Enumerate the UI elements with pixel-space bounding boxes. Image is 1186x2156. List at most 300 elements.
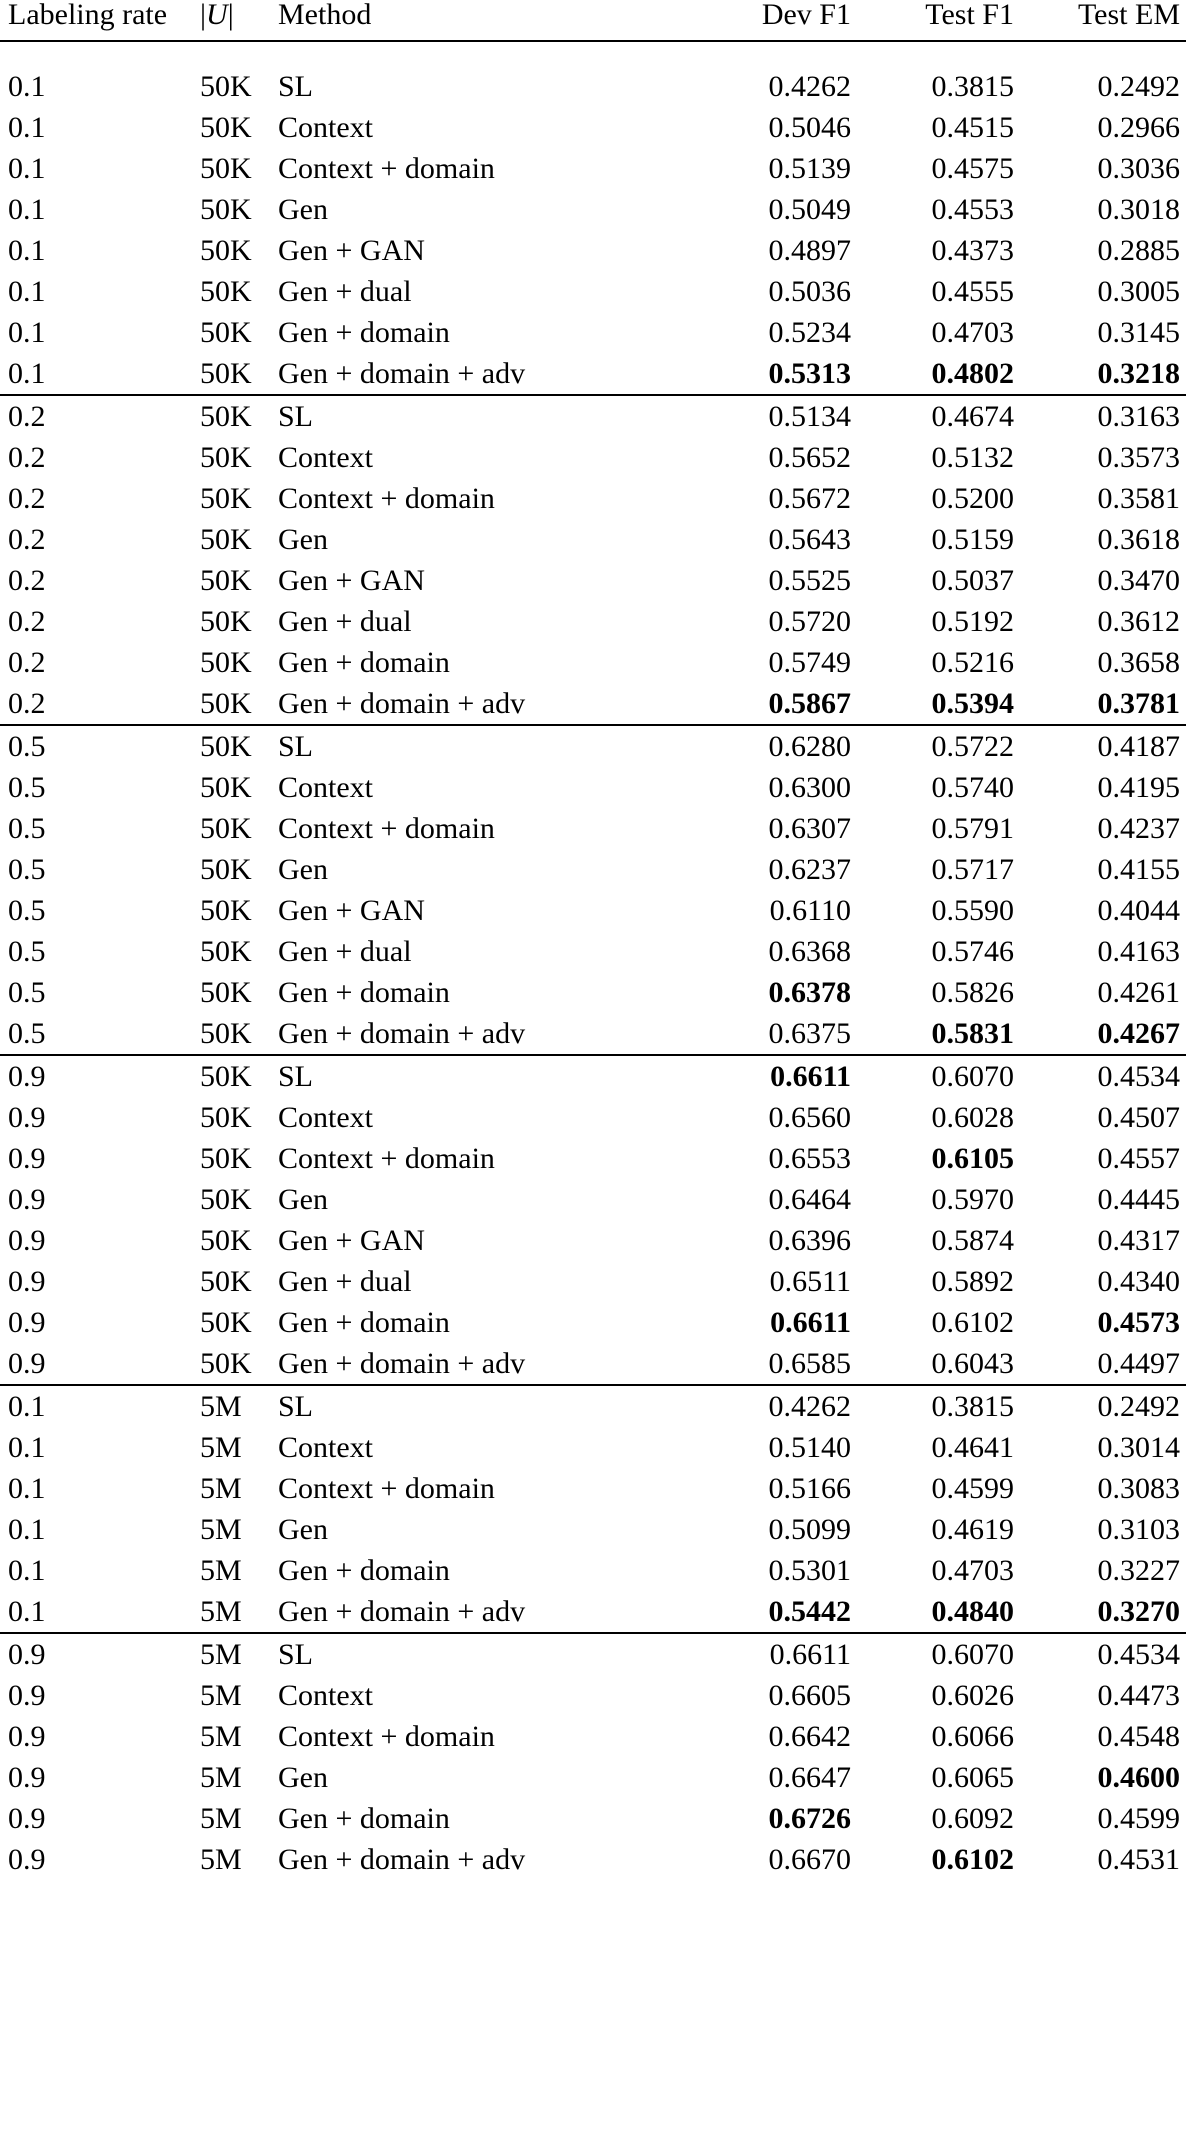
cell-test-f1: 0.6102	[931, 1305, 1014, 1339]
table-row	[0, 1633, 1186, 1675]
cell-u-size: 50K	[200, 893, 252, 927]
cell-labeling-rate: 0.9	[8, 1141, 46, 1175]
cell-test-f1: 0.5746	[931, 934, 1014, 968]
cell-test-em: 0.4340	[1097, 1264, 1180, 1298]
cell-u-size: 50K	[200, 1055, 270, 1097]
cell-method: Gen + domain	[278, 315, 450, 349]
cell-test-f1: 0.6066	[931, 1719, 1014, 1753]
cell-test-f1: 0.4515	[931, 110, 1014, 144]
cell-labeling-rate: 0.5	[8, 811, 46, 845]
cell-test-em: 0.3005	[1097, 274, 1180, 308]
table-row	[0, 1343, 1186, 1385]
cell-u-size: 5M	[200, 1633, 270, 1675]
table-row	[0, 1427, 1186, 1468]
table-row	[0, 1220, 1186, 1261]
cell-method: Context	[278, 1430, 373, 1464]
cell-labeling-rate: 0.2	[8, 440, 46, 474]
cell-method: Gen + GAN	[278, 1223, 425, 1257]
cell-u-size: 50K	[200, 1016, 252, 1050]
table-row	[0, 972, 1186, 1013]
cell-test-f1: 0.6070	[857, 1633, 1020, 1675]
column-header-labeling-rate: Labeling rate	[0, 0, 200, 41]
table-row	[0, 1757, 1186, 1798]
cell-u-size: 50K	[200, 563, 252, 597]
cell-u-size: 50K	[200, 1100, 252, 1134]
cell-labeling-rate: 0.1	[8, 1430, 46, 1464]
cell-labeling-rate: 0.5	[8, 770, 46, 804]
cell-test-em: 0.3083	[1097, 1471, 1180, 1505]
cell-dev-f1: 0.5301	[768, 1553, 851, 1587]
cell-test-f1: 0.5874	[931, 1223, 1014, 1257]
cell-u-size: 5M	[200, 1553, 242, 1587]
cell-dev-f1: 0.5134	[690, 395, 857, 437]
cell-test-f1: 0.4553	[931, 192, 1014, 226]
cell-method: Gen + GAN	[278, 893, 425, 927]
table-row	[0, 1468, 1186, 1509]
cell-method: Gen + domain + adv	[278, 1346, 526, 1380]
cell-method: Gen + dual	[278, 1264, 412, 1298]
table-row	[0, 931, 1186, 972]
cell-test-f1: 0.5722	[857, 725, 1020, 767]
cell-labeling-rate: 0.2	[8, 481, 46, 515]
cell-test-em: 0.3573	[1097, 440, 1180, 474]
cell-u-size: 50K	[200, 934, 252, 968]
cell-dev-f1: 0.5139	[768, 151, 851, 185]
cell-method: SL	[270, 395, 690, 437]
cell-labeling-rate: 0.9	[8, 1842, 46, 1876]
cell-method: Gen	[278, 192, 328, 226]
cell-dev-f1: 0.5049	[768, 192, 851, 226]
table-row	[0, 1716, 1186, 1757]
cell-labeling-rate: 0.9	[0, 1633, 200, 1675]
cell-test-f1: 0.5831	[931, 1016, 1014, 1050]
cell-method: Gen + GAN	[278, 233, 425, 267]
cell-method: Gen + domain + adv	[278, 1594, 526, 1628]
cell-test-f1: 0.4619	[931, 1512, 1014, 1546]
table-row	[0, 808, 1186, 849]
cell-dev-f1: 0.6647	[768, 1760, 851, 1794]
cell-method: Context + domain	[278, 1141, 495, 1175]
cell-method: Gen	[278, 522, 328, 556]
cell-test-em: 0.3103	[1097, 1512, 1180, 1546]
cell-method: Gen + domain	[278, 975, 450, 1009]
cell-test-em: 0.3612	[1097, 604, 1180, 638]
cell-test-f1: 0.4641	[931, 1430, 1014, 1464]
cell-u-size: 50K	[200, 315, 252, 349]
cell-dev-f1: 0.6670	[768, 1842, 851, 1876]
column-header-test-em: Test EM	[1020, 0, 1186, 41]
cell-dev-f1: 0.4897	[768, 233, 851, 267]
cell-u-size: 5M	[200, 1594, 242, 1628]
cell-u-size: 50K	[200, 604, 252, 638]
cell-test-em: 0.3218	[1097, 356, 1180, 390]
cell-dev-f1: 0.5525	[768, 563, 851, 597]
cell-u-size: 5M	[200, 1512, 242, 1546]
cell-test-f1: 0.4802	[931, 356, 1014, 390]
cell-test-f1: 0.5216	[931, 645, 1014, 679]
cell-method: Context + domain	[278, 151, 495, 185]
column-header-dev-f1: Dev F1	[690, 0, 857, 41]
cell-labeling-rate: 0.1	[8, 151, 46, 185]
cell-u-size: 50K	[200, 110, 252, 144]
cell-test-em: 0.4507	[1097, 1100, 1180, 1134]
cell-test-em: 0.4548	[1097, 1719, 1180, 1753]
table-row	[0, 312, 1186, 353]
cell-test-f1: 0.6028	[931, 1100, 1014, 1134]
cell-labeling-rate: 0.9	[8, 1678, 46, 1712]
cell-labeling-rate: 0.1	[8, 315, 46, 349]
cell-test-em: 0.4473	[1097, 1678, 1180, 1712]
cell-method: Gen + domain + adv	[278, 356, 526, 390]
cell-test-f1: 0.5892	[931, 1264, 1014, 1298]
cell-method: Gen	[278, 1182, 328, 1216]
cell-test-f1: 0.4575	[931, 151, 1014, 185]
cell-labeling-rate: 0.9	[8, 1223, 46, 1257]
table-row	[0, 1675, 1186, 1716]
cell-test-em: 0.2885	[1097, 233, 1180, 267]
cell-dev-f1: 0.6585	[768, 1346, 851, 1380]
cell-test-f1: 0.5590	[931, 893, 1014, 927]
cell-test-f1: 0.6102	[931, 1842, 1014, 1876]
cell-dev-f1: 0.5166	[768, 1471, 851, 1505]
cell-test-f1: 0.6105	[931, 1141, 1014, 1175]
cell-test-em: 0.4534	[1020, 1055, 1186, 1097]
cell-test-f1: 0.4703	[931, 315, 1014, 349]
cell-test-em: 0.4267	[1097, 1016, 1180, 1050]
cell-u-size: 5M	[200, 1760, 242, 1794]
table-row	[0, 1261, 1186, 1302]
cell-dev-f1: 0.6396	[768, 1223, 851, 1257]
cell-labeling-rate: 0.1	[8, 1471, 46, 1505]
cell-dev-f1: 0.5099	[768, 1512, 851, 1546]
cell-test-em: 0.4155	[1097, 852, 1180, 886]
cell-dev-f1: 0.5749	[768, 645, 851, 679]
cell-u-size: 50K	[200, 1182, 252, 1216]
cell-test-f1: 0.3815	[931, 69, 1014, 103]
cell-test-em: 0.4599	[1097, 1801, 1180, 1835]
cell-labeling-rate: 0.5	[8, 975, 46, 1009]
table-body	[0, 41, 1186, 1880]
cell-dev-f1: 0.6611	[770, 1305, 851, 1339]
cell-dev-f1: 0.6307	[768, 811, 851, 845]
cell-method: Gen + domain	[278, 1801, 450, 1835]
cell-dev-f1: 0.5046	[768, 110, 851, 144]
cell-test-f1: 0.5970	[931, 1182, 1014, 1216]
column-header-u-size	[200, 0, 270, 41]
cell-test-em: 0.4557	[1097, 1141, 1180, 1175]
column-header-test-f1: Test F1	[857, 0, 1020, 41]
cell-u-size: 50K	[200, 1264, 252, 1298]
cell-method: SL	[270, 1633, 690, 1675]
cell-method: SL	[270, 725, 690, 767]
cell-method: Context	[278, 1100, 373, 1134]
cell-test-em: 0.2492	[1020, 1385, 1186, 1427]
cell-u-size: 5M	[200, 1801, 242, 1835]
cell-labeling-rate: 0.1	[8, 192, 46, 226]
cell-test-em: 0.3270	[1097, 1594, 1180, 1628]
cell-u-size: 50K	[200, 686, 252, 720]
table-row	[0, 642, 1186, 683]
cell-test-f1: 0.5132	[931, 440, 1014, 474]
table-row	[0, 1179, 1186, 1220]
cell-test-em: 0.2966	[1097, 110, 1180, 144]
cell-u-size: 50K	[200, 192, 252, 226]
cell-test-em: 0.4195	[1097, 770, 1180, 804]
cell-test-em: 0.3470	[1097, 563, 1180, 597]
cell-test-em: 0.3781	[1097, 686, 1180, 720]
cell-test-em: 0.4187	[1020, 725, 1186, 767]
table-row	[0, 148, 1186, 189]
cell-test-f1: 0.6092	[931, 1801, 1014, 1835]
cell-test-em: 0.4497	[1097, 1346, 1180, 1380]
cell-u-size: 5M	[200, 1385, 270, 1427]
cell-labeling-rate: 0.9	[8, 1100, 46, 1134]
cell-method: SL	[270, 1385, 690, 1427]
cell-test-f1: 0.4840	[931, 1594, 1014, 1628]
table-row	[0, 1138, 1186, 1179]
cell-dev-f1: 0.5720	[768, 604, 851, 638]
cell-test-em: 0.4531	[1097, 1842, 1180, 1876]
table-row	[0, 601, 1186, 642]
cell-labeling-rate: 0.5	[0, 725, 200, 767]
table-row	[0, 767, 1186, 808]
cell-method: Gen	[278, 1760, 328, 1794]
cell-method: SL	[278, 69, 314, 103]
cell-labeling-rate: 0.1	[8, 1594, 46, 1628]
cell-dev-f1: 0.5313	[768, 356, 851, 390]
cell-labeling-rate: 0.2	[8, 686, 46, 720]
cell-method: Context + domain	[278, 811, 495, 845]
cell-u-size: 50K	[200, 770, 252, 804]
cell-method: Gen + domain + adv	[278, 686, 526, 720]
cell-dev-f1: 0.5672	[768, 481, 851, 515]
cell-u-size: 5M	[200, 1678, 242, 1712]
cell-u-size: 50K	[200, 1305, 252, 1339]
table-row	[0, 353, 1186, 395]
cell-method: Gen + domain + adv	[278, 1016, 526, 1050]
table-row	[0, 1055, 1186, 1097]
cell-method: Context	[278, 1678, 373, 1712]
cell-test-em: 0.3581	[1097, 481, 1180, 515]
table-row	[0, 189, 1186, 230]
cell-method: Gen + dual	[278, 934, 412, 968]
cell-test-em: 0.3658	[1097, 645, 1180, 679]
cell-dev-f1: 0.6611	[690, 1633, 857, 1675]
cell-labeling-rate: 0.2	[8, 604, 46, 638]
cell-u-size: 50K	[200, 274, 252, 308]
cell-u-size: 50K	[200, 1346, 252, 1380]
cell-dev-f1: 0.5036	[768, 274, 851, 308]
cell-labeling-rate: 0.5	[8, 1016, 46, 1050]
cell-dev-f1: 0.5234	[768, 315, 851, 349]
cell-u-size: 50K	[200, 1223, 252, 1257]
table-row	[0, 849, 1186, 890]
table-row	[0, 478, 1186, 519]
cell-test-em: 0.4445	[1097, 1182, 1180, 1216]
cell-labeling-rate: 0.9	[8, 1760, 46, 1794]
table-row	[0, 683, 1186, 725]
cell-test-em: 0.4261	[1097, 975, 1180, 1009]
cell-labeling-rate: 0.5	[8, 852, 46, 886]
cell-dev-f1: 0.4262	[690, 1385, 857, 1427]
cell-test-em: 0.4317	[1097, 1223, 1180, 1257]
table-row	[0, 1798, 1186, 1839]
header-row	[0, 0, 1186, 41]
cell-u-size: 50K	[200, 481, 252, 515]
cell-u-size: 50K	[200, 151, 252, 185]
table-header	[0, 0, 1186, 41]
cell-u-size: 5M	[200, 1471, 242, 1505]
cell-u-size: 50K	[200, 356, 252, 390]
header-gap-cell	[0, 41, 1186, 66]
cell-test-f1: 0.4599	[931, 1471, 1014, 1505]
cell-method: Gen + dual	[278, 274, 412, 308]
cell-test-em: 0.4573	[1097, 1305, 1180, 1339]
u-set-symbol: |U|	[200, 0, 234, 31]
cell-labeling-rate: 0.9	[8, 1346, 46, 1380]
cell-dev-f1: 0.6642	[768, 1719, 851, 1753]
cell-method: Gen + domain	[278, 645, 450, 679]
cell-method: Gen + domain	[278, 1553, 450, 1587]
cell-dev-f1: 0.6605	[768, 1678, 851, 1712]
cell-dev-f1: 0.6300	[768, 770, 851, 804]
cell-test-em: 0.3618	[1097, 522, 1180, 556]
cell-u-size: 50K	[200, 233, 252, 267]
cell-method: Context + domain	[278, 481, 495, 515]
table-row	[0, 560, 1186, 601]
header-gap-row	[0, 41, 1186, 66]
table-row	[0, 1097, 1186, 1138]
cell-test-f1: 0.6070	[857, 1055, 1020, 1097]
table-row	[0, 66, 1186, 107]
cell-method: Context	[278, 770, 373, 804]
table-row	[0, 1509, 1186, 1550]
cell-test-em: 0.3036	[1097, 151, 1180, 185]
table-row	[0, 230, 1186, 271]
cell-method: Context	[278, 440, 373, 474]
cell-test-f1: 0.6065	[931, 1760, 1014, 1794]
cell-labeling-rate: 0.1	[8, 1553, 46, 1587]
cell-dev-f1: 0.5643	[768, 522, 851, 556]
cell-test-f1: 0.5791	[931, 811, 1014, 845]
cell-test-em: 0.3014	[1097, 1430, 1180, 1464]
table-row	[0, 437, 1186, 478]
cell-dev-f1: 0.6726	[768, 1801, 851, 1835]
cell-dev-f1: 0.6560	[768, 1100, 851, 1134]
cell-method: Context + domain	[278, 1471, 495, 1505]
cell-dev-f1: 0.6280	[690, 725, 857, 767]
cell-labeling-rate: 0.9	[8, 1264, 46, 1298]
cell-u-size: 50K	[200, 440, 252, 474]
table-row	[0, 519, 1186, 560]
cell-dev-f1: 0.6553	[768, 1141, 851, 1175]
table-row	[0, 1591, 1186, 1633]
cell-test-em: 0.3163	[1020, 395, 1186, 437]
table-row	[0, 890, 1186, 931]
cell-test-em: 0.4163	[1097, 934, 1180, 968]
cell-u-size: 50K	[200, 522, 252, 556]
table-row	[0, 395, 1186, 437]
cell-labeling-rate: 0.9	[8, 1305, 46, 1339]
cell-labeling-rate: 0.1	[8, 69, 46, 103]
table-row	[0, 725, 1186, 767]
cell-labeling-rate: 0.9	[8, 1182, 46, 1216]
cell-test-em: 0.4044	[1097, 893, 1180, 927]
cell-labeling-rate: 0.1	[8, 274, 46, 308]
cell-test-f1: 0.4703	[931, 1553, 1014, 1587]
cell-test-em: 0.3018	[1097, 192, 1180, 226]
cell-dev-f1: 0.6110	[769, 893, 851, 927]
cell-test-em: 0.4534	[1020, 1633, 1186, 1675]
cell-test-f1: 0.5192	[931, 604, 1014, 638]
cell-test-f1: 0.4555	[931, 274, 1014, 308]
cell-labeling-rate: 0.1	[8, 110, 46, 144]
cell-u-size: 50K	[200, 395, 270, 437]
table-row	[0, 1839, 1186, 1880]
cell-method: Gen	[278, 852, 328, 886]
cell-test-em: 0.4600	[1097, 1760, 1180, 1794]
cell-u-size: 5M	[200, 1842, 242, 1876]
cell-u-size: 5M	[200, 1430, 242, 1464]
cell-test-f1: 0.5394	[931, 686, 1014, 720]
cell-labeling-rate: 0.2	[0, 395, 200, 437]
cell-u-size: 50K	[200, 1141, 252, 1175]
table-row	[0, 1302, 1186, 1343]
cell-method: Gen + domain + adv	[278, 1842, 526, 1876]
cell-dev-f1: 0.6237	[768, 852, 851, 886]
cell-labeling-rate: 0.2	[8, 522, 46, 556]
cell-u-size: 50K	[200, 645, 252, 679]
table-row	[0, 107, 1186, 148]
cell-test-em: 0.2492	[1097, 69, 1180, 103]
cell-test-em: 0.3145	[1097, 315, 1180, 349]
cell-test-em: 0.4237	[1097, 811, 1180, 845]
cell-labeling-rate: 0.9	[8, 1801, 46, 1835]
table-row	[0, 1550, 1186, 1591]
cell-test-f1: 0.5037	[931, 563, 1014, 597]
cell-test-f1: 0.5159	[931, 522, 1014, 556]
cell-dev-f1: 0.6511	[769, 1264, 851, 1298]
table-row	[0, 1385, 1186, 1427]
cell-dev-f1: 0.6464	[768, 1182, 851, 1216]
cell-labeling-rate: 0.9	[8, 1719, 46, 1753]
cell-dev-f1: 0.6611	[690, 1055, 857, 1097]
cell-dev-f1: 0.5140	[768, 1430, 851, 1464]
cell-method: Gen + domain	[278, 1305, 450, 1339]
cell-test-f1: 0.6026	[931, 1678, 1014, 1712]
cell-test-f1: 0.3815	[857, 1385, 1020, 1427]
cell-test-f1: 0.4674	[857, 395, 1020, 437]
cell-method: Context + domain	[278, 1719, 495, 1753]
cell-method: Gen + GAN	[278, 563, 425, 597]
cell-u-size: 50K	[200, 852, 252, 886]
cell-u-size: 50K	[200, 725, 270, 767]
cell-test-f1: 0.6043	[931, 1346, 1014, 1380]
cell-test-em: 0.3227	[1097, 1553, 1180, 1587]
cell-labeling-rate: 0.1	[8, 1512, 46, 1546]
cell-dev-f1: 0.5652	[768, 440, 851, 474]
cell-method: Gen	[278, 1512, 328, 1546]
cell-dev-f1: 0.6378	[768, 975, 851, 1009]
cell-labeling-rate: 0.5	[8, 934, 46, 968]
cell-method: Context	[278, 110, 373, 144]
cell-test-f1: 0.5740	[931, 770, 1014, 804]
cell-u-size: 50K	[200, 975, 252, 1009]
cell-labeling-rate: 0.2	[8, 645, 46, 679]
cell-u-size: 50K	[200, 69, 252, 103]
cell-labeling-rate: 0.1	[8, 233, 46, 267]
cell-u-size: 50K	[200, 811, 252, 845]
